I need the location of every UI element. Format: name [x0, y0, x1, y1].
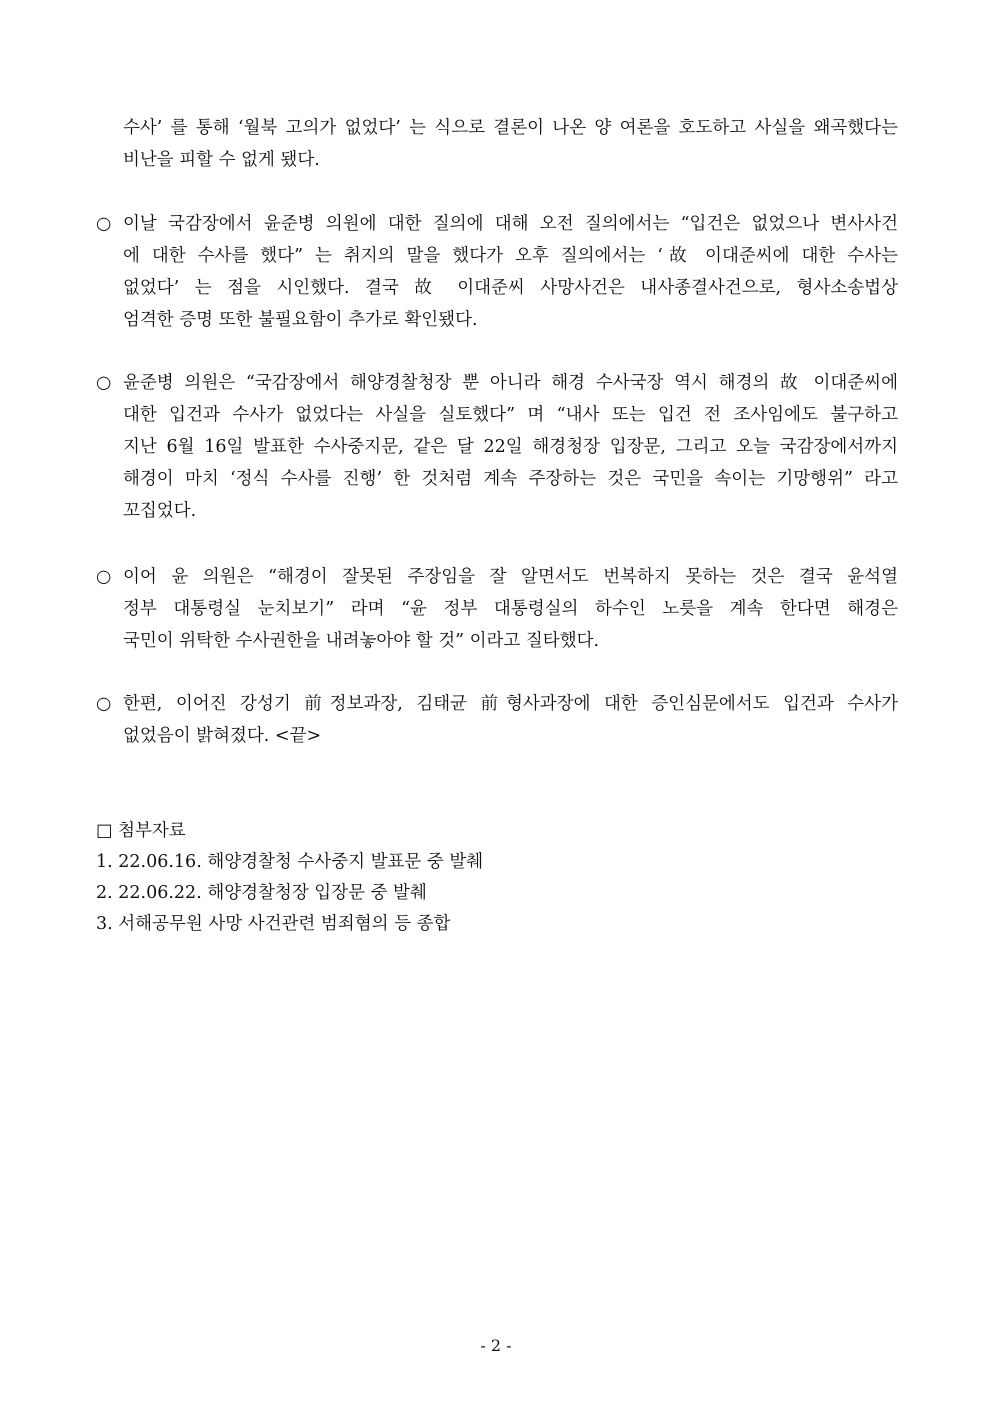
paragraph-line: 비난을 피할 수 없게 됐다. [123, 150, 320, 170]
paragraph-line-first [96, 561, 898, 593]
attachment-item: 1. 22.06.16. 해양경찰청 수사중지 발표문 중 발췌 [96, 852, 484, 872]
paragraph-line: 해경이 마치 ‘정식 수사를 진행’ 한 것처럼 계속 주장하는 것은 국민을 속이는 기망행위” 라고 [123, 469, 898, 489]
attachment-item: 2. 22.06.22. 해양경찰청장 입장문 중 발췌 [96, 883, 427, 903]
paragraph-line: 국민이 위탁한 수사권한을 내려놓아야 할 것” 이라고 질타했다. [123, 631, 600, 651]
attachments-heading: □ 첨부자료 [96, 821, 186, 841]
paragraph-line-first [96, 367, 898, 399]
paragraph-line: 지난 6월 16일 발표한 수사중지문, 같은 달 22일 해경청장 입장문, 그리고 오늘 국감장에서까지 [123, 437, 898, 457]
paragraph-line: 수사’ 를 통해 ‘월북 고의가 없었다’ 는 식으로 결론이 나온 양 여론을 호도하고 사실을 왜곡했다는 [123, 118, 898, 138]
paragraph-line-text: 이날 국감장에서 윤준병 의원에 대한 질의에 대해 오전 질의에서는 “입건은 없었으나 변사사건 [123, 214, 898, 234]
paragraph-line: 엄격한 증명 또한 불필요함이 추가로 확인됐다. [123, 310, 478, 330]
paragraph-line-first [96, 688, 898, 720]
bullet-paragraph [96, 367, 898, 527]
paragraph-line: 없었음이 밝혀졌다. <끝> [123, 726, 322, 746]
paragraph-line-first [96, 208, 898, 240]
attachment-item: 3. 서해공무원 사망 사건관련 범죄혐의 등 종합 [96, 914, 451, 934]
circle-bullet-icon: ○ [96, 567, 112, 587]
attachments-section [96, 816, 898, 940]
paragraph-line-text: 윤준병 의원은 “국감장에서 해양경찰청장 뿐 아니라 해경 수사국장 역시 해경의 故 이대준씨에 [123, 373, 898, 393]
paragraph-line: 없었다’ 는 점을 시인했다. 결국 故 이대준씨 사망사건은 내사종결사건으로, 형사소송법상 [123, 278, 898, 298]
circle-bullet-icon: ○ [96, 214, 112, 234]
paragraph-line: 대한 입건과 수사가 없었다는 사실을 실토했다” 며 “내사 또는 입건 전 조사임에도 불구하고 [123, 405, 898, 425]
paragraph-line: 꼬집었다. [123, 501, 197, 521]
bullet-paragraph [96, 561, 898, 657]
paragraph-line-text: 한편, 이어진 강성기 前정보과장, 김태균 前형사과장에 대한 증인심문에서도 입건과 수사가 [123, 694, 898, 714]
circle-bullet-icon: ○ [96, 694, 112, 714]
page-number: - 2 - [480, 1336, 512, 1355]
paragraph-line: 정부 대통령실 눈치보기” 라며 “윤 정부 대통령실의 하수인 노릇을 계속 한다면 해경은 [123, 599, 898, 619]
paragraph-line-text: 이어 윤 의원은 “해경이 잘못된 주장임을 잘 알면서도 번복하지 못하는 것은 결국 윤석열 [123, 567, 898, 587]
bullet-paragraph [96, 688, 898, 752]
paragraph-line: 에 대한 수사를 했다” 는 취지의 말을 했다가 오후 질의에서는 ‘故 이대준씨에 대한 수사는 [123, 246, 898, 266]
bullet-paragraph [96, 208, 898, 336]
paragraph-continuation [96, 112, 898, 176]
circle-bullet-icon: ○ [96, 373, 112, 393]
